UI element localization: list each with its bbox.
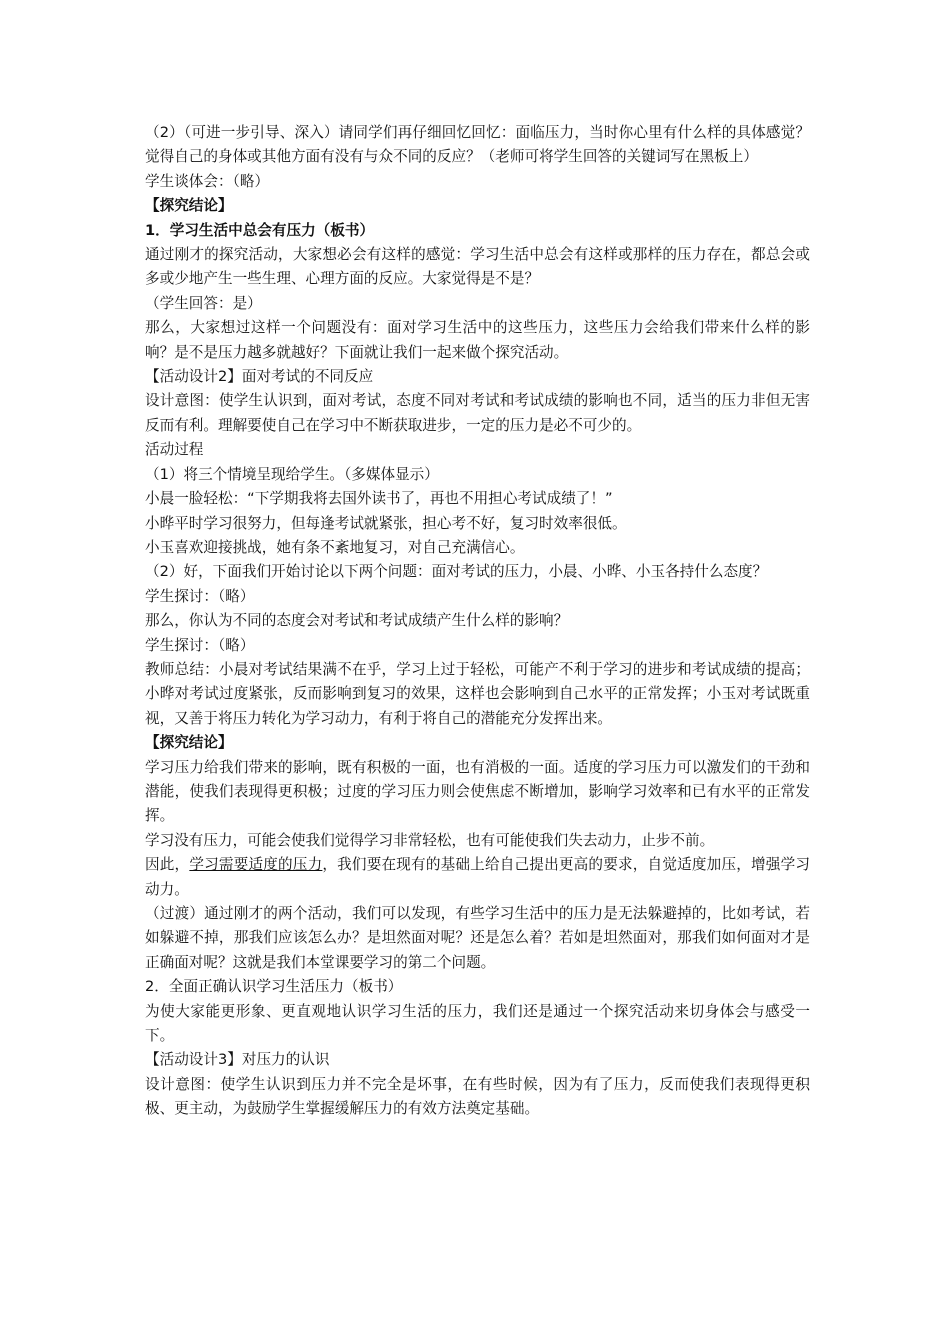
- section-heading: 【探究结论】: [145, 197, 233, 215]
- paragraph: （过渡）通过刚才的两个活动，我们可以发现，有些学习生活中的压力是无法躲避掉的，比如考试，若如躲避不掉，那我们应该怎么办？是坦然面对呢？还是怎么着？若如是坦然面对，那我们如何面对才是正确面对呢？这就是我们本堂课要学习的第二个问题。: [145, 905, 810, 971]
- paragraph: [145, 853, 810, 902]
- text-span: 因此，: [145, 856, 190, 874]
- paragraph: （2）（可进一步引导、深入）请同学们再仔细回忆回忆：面临压力，当时你心里有什么样的具体感觉？觉得自己的身体或其他方面有没有与众不同的反应？（老师可将学生回答的关键词写在黑板上）: [145, 124, 810, 166]
- paragraph: 通过刚才的探究活动，大家想必会有这样的感觉：学习生活中总会有这样或那样的压力存在，都总会或多或少地产生一些生理、心理方面的反应。大家觉得是不是？: [145, 246, 810, 288]
- paragraph: 那么，大家想过这样一个问题没有：面对学习生活中的这些压力，这些压力会给我们带来什么样的影响？是不是压力越多就越好？下面就让我们一起来做个探究活动。: [145, 319, 810, 361]
- section-title: 2．全面正确认识学习生活压力（板书）: [145, 978, 403, 996]
- paragraph: 学生探讨：（略）: [145, 587, 255, 605]
- paragraph: （1）将三个情境呈现给学生。（多媒体显示）: [145, 465, 439, 483]
- paragraph: 小玉喜欢迎接挑战，她有条不紊地复习，对自己充满信心。: [145, 538, 525, 556]
- paragraph: 设计意图：使学生认识到，面对考试，态度不同对考试和考试成绩的影响也不同，适当的压力非但无害反而有利。理解要使自己在学习中不断获取进步，一定的压力是必不可少的。: [145, 392, 810, 434]
- paragraph: 小晨一脸轻松：“下学期我将去国外读书了，再也不用担心考试成绩了！”: [145, 490, 613, 508]
- paragraph: 那么，你认为不同的态度会对考试和考试成绩产生什么样的影响？: [145, 612, 569, 630]
- paragraph: 设计意图：使学生认识到压力并不完全是坏事，在有些时候，因为有了压力，反而使我们表现得更积极、更主动，为鼓励学生掌握缓解压力的有效方法奠定基础。: [145, 1075, 810, 1118]
- text-span: ，我们要在现有的基础上给自己提出更高的要求，自觉适度加压，增强学习动力。: [145, 856, 810, 898]
- activity-heading: 【活动设计3】对压力的认识: [145, 1051, 330, 1069]
- document-page: [145, 121, 810, 1122]
- section-title: 1．学习生活中总会有压力（板书）: [145, 221, 375, 239]
- paragraph: （学生回答：是）: [145, 294, 262, 312]
- paragraph: 教师总结：小晨对考试结果满不在乎，学习上过于轻松，可能产不利于学习的进步和考试成绩的提高；小晔对考试过度紧张，反而影响到复习的效果，这样也会影响到自己水平的正常发挥；小玉对考试既重视，又善于将压力转化为学习动力，有利于将自己的潜能充分发挥出来。: [145, 660, 810, 727]
- section-heading: 【探究结论】: [145, 734, 233, 752]
- paragraph: 学习没有压力，可能会使我们觉得学习非常轻松，也有可能使我们失去动力，止步不前。: [145, 831, 715, 849]
- paragraph: （2）好，下面我们开始讨论以下两个问题：面对考试的压力，小晨、小晔、小玉各持什么态度？: [145, 563, 768, 581]
- underlined-phrase: 学习需要适度的压力: [189, 856, 323, 874]
- paragraph: 学生谈体会：（略）: [145, 172, 270, 190]
- paragraph: 学生探讨：（略）: [145, 636, 255, 654]
- paragraph: 活动过程: [145, 441, 204, 459]
- paragraph: 小晔平时学习很努力，但每逢考试就紧张，担心考不好，复习时效率很低。: [145, 514, 627, 532]
- paragraph: 学习压力给我们带来的影响，既有积极的一面，也有消极的一面。适度的学习压力可以激发们的干劲和潜能，使我们表现得更积极；过度的学习压力则会使焦虑不断增加，影响学习效率和已有水平的正常发挥。: [145, 758, 810, 825]
- paragraph: 为使大家能更形象、更直观地认识学习生活的压力，我们还是通过一个探究活动来切身体会与感受一下。: [145, 1002, 810, 1045]
- activity-heading: 【活动设计2】面对考试的不同反应: [145, 368, 374, 386]
